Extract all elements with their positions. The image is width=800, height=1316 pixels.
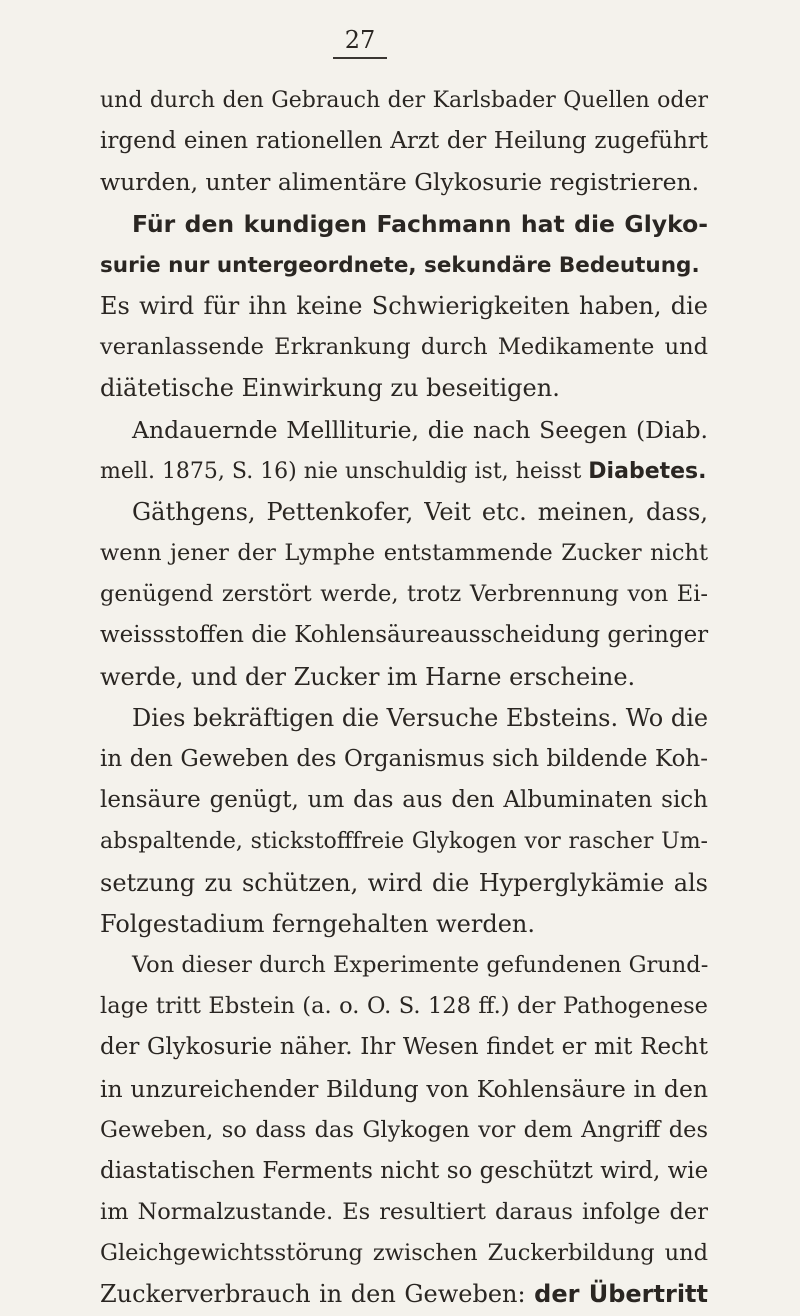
text-line: und durch den Gebrauch der Karlsbader Quellen oder: [100, 88, 708, 113]
text-line: setzung zu schützen, wird die Hyperglykämie als: [100, 868, 708, 897]
text-line: [100, 451, 708, 492]
page-number: 27: [344, 26, 376, 54]
text-line: Geweben, so dass das Glykogen vor dem Angriff des: [100, 1116, 708, 1143]
text-run-bold: der Übertritt: [534, 1280, 708, 1309]
text-line-bold: Für den kundigen Fachmann hat die Glyko-: [132, 209, 708, 238]
text-line: wurden, unter alimentäre Glykosurie registrieren.: [100, 168, 700, 197]
text-line: abspaltende, stickstofffreie Glykogen vor rascher Um-: [100, 829, 708, 855]
text-line: Andauernde Mellliturie, die nach Seegen (Diab.: [132, 415, 708, 444]
text-line: Es wird für ihn keine Schwierigkeiten haben, die: [100, 291, 708, 320]
text-run: Zuckerverbrauch in den Geweben:: [100, 1280, 535, 1309]
text-run: mell. 1875, S. 16) nie unschuldig ist, heisst: [100, 458, 589, 484]
text-line: Dies bekräftigen die Versuche Ebsteins. Wo die: [132, 703, 709, 732]
text-line: diätetische Einwirkung zu beseitigen.: [100, 374, 560, 403]
text-line: veranlassende Erkrankung durch Medikamente und: [100, 334, 708, 361]
text-line: lage tritt Ebstein (a. o. O. S. 128 ff.) der Pathogenese: [100, 993, 708, 1020]
text-line: Folgestadium ferngehalten werden.: [100, 909, 536, 938]
text-line: im Normalzustande. Es resultiert daraus infolge der: [100, 1199, 708, 1226]
text-run-bold: Diabetes.: [588, 458, 707, 484]
text-line: in unzureichender Bildung von Kohlensäure in den: [100, 1074, 708, 1103]
text-line: in den Geweben des Organismus sich bildende Koh-: [100, 746, 708, 772]
body-text: [100, 80, 708, 1316]
text-line: lensäure genügt, um das aus den Albuminaten sich: [100, 787, 708, 814]
text-line: werde, und der Zucker im Harne erscheine.: [100, 662, 636, 691]
text-line: genügend zerstört werde, trotz Verbrennung von Ei-: [100, 581, 708, 608]
text-line: wenn jener der Lymphe entstammende Zucker nicht: [100, 540, 708, 567]
header-rule: [333, 57, 387, 59]
text-line: Von dieser durch Experimente gefundenen Grund-: [132, 951, 709, 978]
text-line-bold: surie nur untergeordnete, sekundäre Bedeutung.: [100, 252, 700, 278]
text-line: diastatischen Ferments nicht so geschützt wird, wie: [100, 1157, 709, 1184]
text-line: Gäthgens, Pettenkofer, Veit etc. meinen, dass,: [132, 497, 708, 526]
text-line: [100, 1274, 708, 1315]
text-line: weissstoffen die Kohlensäureausscheidung geringer: [100, 622, 709, 649]
text-line: der Glykosurie näher. Ihr Wesen findet er mit Recht: [100, 1034, 708, 1061]
text-line: irgend einen rationellen Arzt der Heilung zugeführt: [100, 128, 708, 155]
text-line: Gleichgewichtsstörung zwischen Zuckerbildung und: [100, 1240, 708, 1267]
